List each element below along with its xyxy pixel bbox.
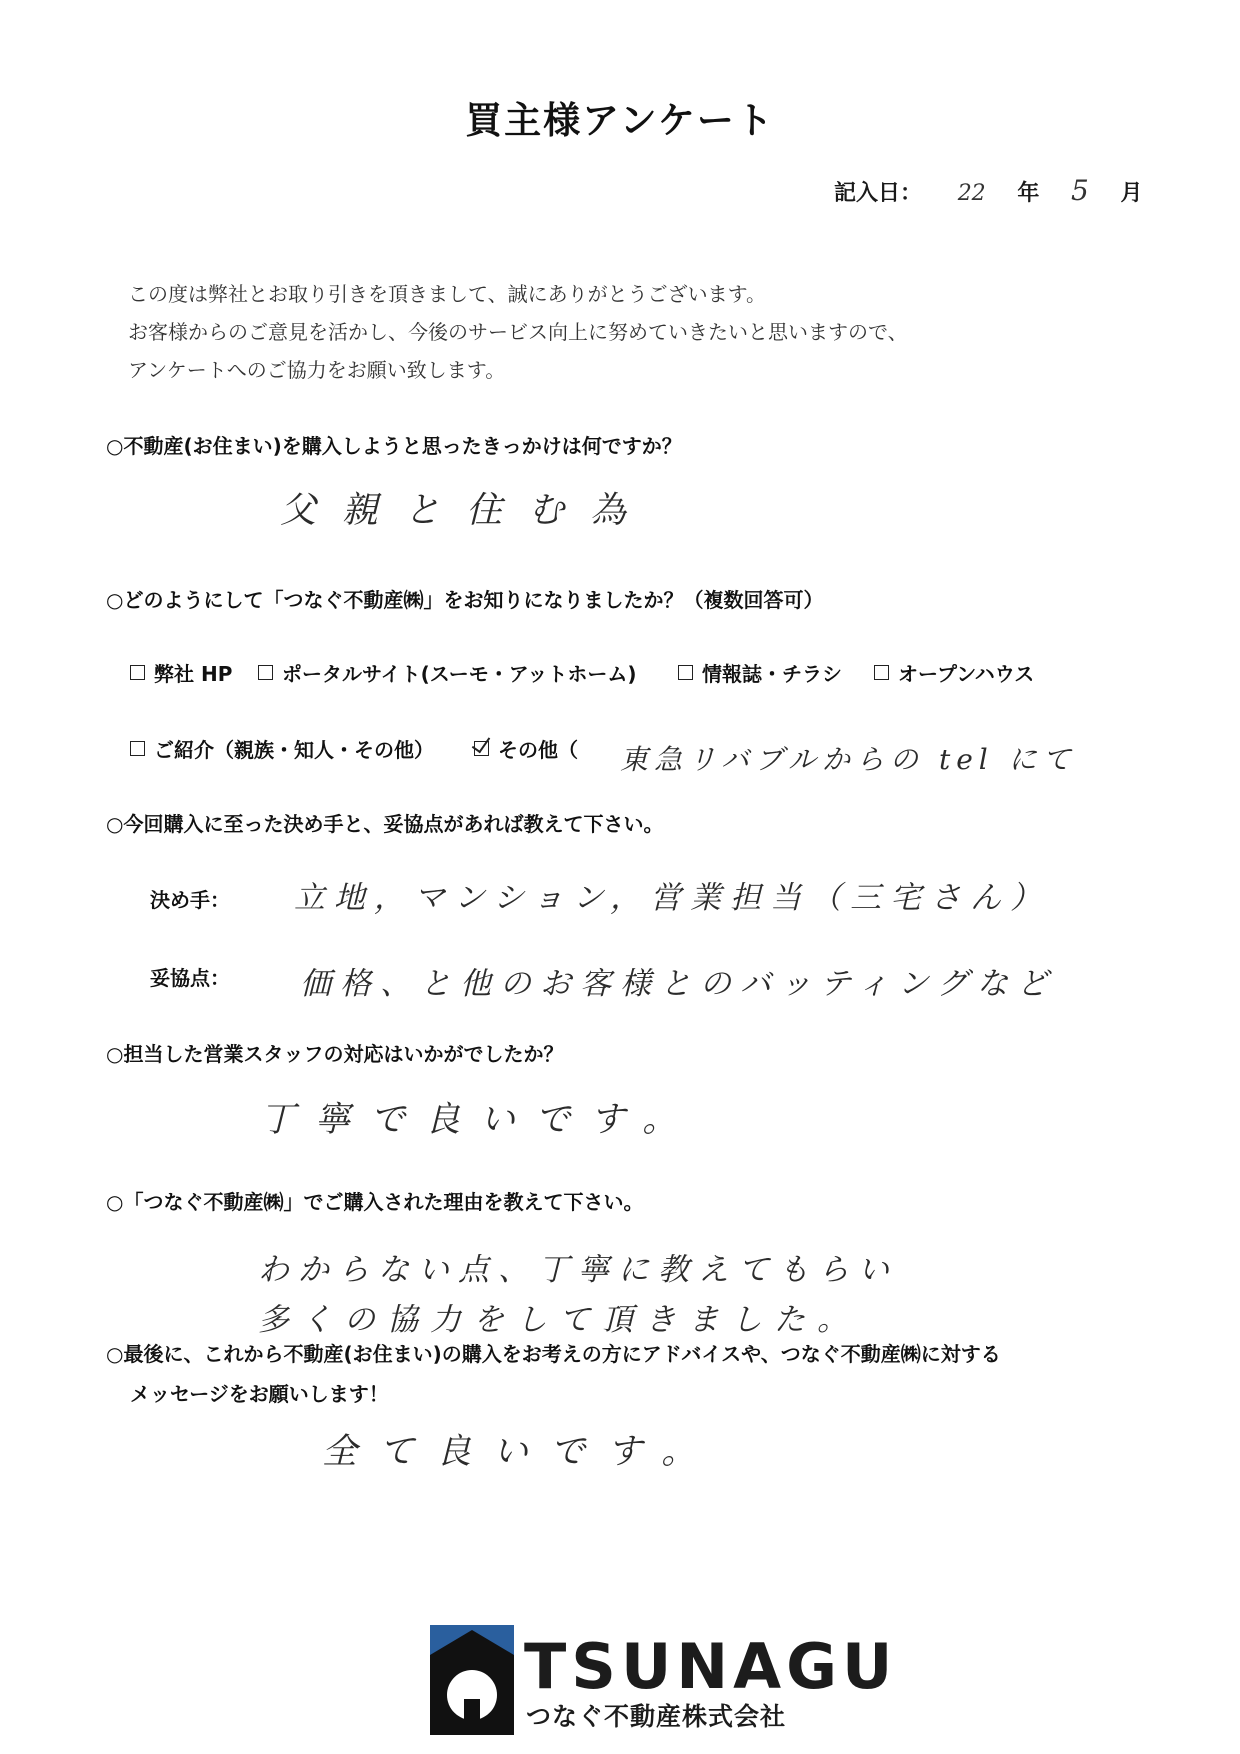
intro-line-1: この度は弊社とお取り引きを頂きまして、誠にありがとうございます。: [128, 282, 766, 306]
option-label: その他（: [498, 738, 578, 762]
checkbox[interactable]: [130, 665, 145, 680]
checkbox[interactable]: [678, 665, 693, 680]
date-month: 5: [1071, 174, 1089, 207]
question-4: ○担当した営業スタッフの対応はいかがでしたか？: [106, 1042, 564, 1066]
answer-4: 丁寧で良いです。: [260, 1100, 698, 1140]
intro-line-2: お客様からのご意見を活かし、今後のサービス向上に努めていきたいと思いますので、: [128, 320, 908, 344]
answer-6: 全て良いです。: [322, 1432, 719, 1472]
option-portal-site[interactable]: [258, 658, 636, 687]
option-company-hp[interactable]: [130, 658, 232, 687]
entry-date: [834, 174, 1143, 207]
question-1: ○不動産(お住まい)を購入しようと思ったきっかけは何ですか？: [106, 434, 682, 458]
option-open-house[interactable]: [874, 658, 1034, 687]
company-name: つなぐ不動産株式会社: [526, 1702, 787, 1731]
date-label: 記入日：: [834, 181, 923, 206]
checkbox-checked[interactable]: [474, 741, 489, 756]
option-label: ご紹介（親族・知人・その他）: [154, 738, 434, 762]
answer-5-line-1: わからない点、丁寧に教えてもらい: [258, 1252, 898, 1288]
checkbox[interactable]: [874, 665, 889, 680]
option-label: ポータルサイト(スーモ・アットホーム): [282, 662, 637, 686]
intro-line-3: アンケートへのご協力をお願い致します。: [128, 358, 506, 382]
option-label: オープンハウス: [898, 662, 1035, 686]
date-month-unit: 月: [1120, 181, 1143, 206]
checkbox[interactable]: [258, 665, 273, 680]
option-magazine-flyer[interactable]: [678, 658, 842, 687]
other-answer: 東急リバブルからの tel にて: [620, 743, 1077, 776]
tsunagu-logo-icon: [430, 1625, 514, 1735]
option-other[interactable]: [474, 734, 578, 763]
brand-name: TSUNAGU: [524, 1630, 898, 1703]
compromise-label: 妥協点：: [150, 966, 230, 990]
page-title: 買主様アンケート: [465, 99, 775, 142]
date-year-unit: 年: [1017, 181, 1040, 206]
compromise-answer: 価格、と他のお客様とのバッティングなど: [300, 966, 1057, 1002]
option-referral[interactable]: [130, 734, 434, 763]
question-6-line-2: メッセージをお願いします！: [130, 1382, 389, 1406]
question-5: ○「つなぐ不動産㈱」でご購入された理由を教えて下さい。: [106, 1190, 644, 1214]
question-6-line-1: ○最後に、これから不動産(お住まい)の購入をお考えの方にアドバイスや、つなぐ不動産㈱に対する: [106, 1342, 1001, 1366]
option-label: 情報誌・チラシ: [702, 662, 842, 686]
question-2: ○どのようにして「つなぐ不動産㈱」をお知りになりましたか？（複数回答可）: [106, 588, 824, 612]
date-year: 22: [957, 181, 986, 206]
answer-5-line-2: 多くの協力をして頂きました。: [258, 1302, 860, 1338]
deciding-factor-label: 決め手：: [150, 888, 230, 912]
deciding-factor-answer: 立地，マンション，営業担当（三宅さん）: [294, 880, 1051, 916]
question-3: ○今回購入に至った決め手と、妥協点があれば教えて下さい。: [106, 812, 664, 836]
option-label: 弊社 HP: [154, 662, 233, 686]
checkbox[interactable]: [130, 741, 145, 756]
answer-1: 父親と住む為: [280, 490, 653, 531]
